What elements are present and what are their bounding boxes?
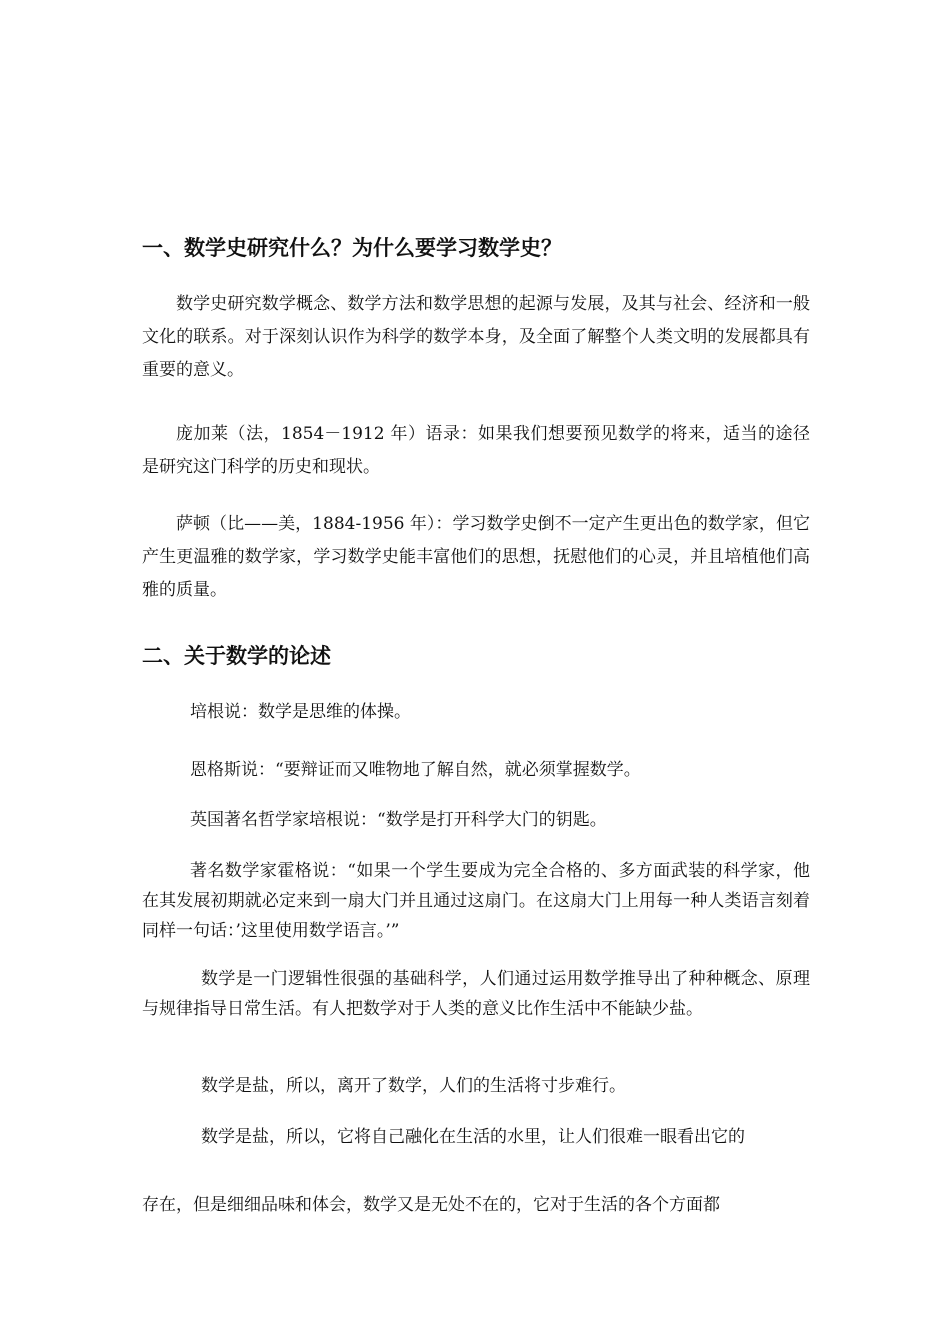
paragraph-salt-continuation: 存在，但是细细品味和体会，数学又是无处不在的，它对于生活的各个方面都 <box>142 1195 720 1215</box>
paragraph-salt-dissolved: 数学是盐，所以，它将自己融化在生活的水里，让人们很难一眼看出它的 <box>201 1127 745 1147</box>
quote-hogg: 著名数学家霍格说：“如果一个学生要成为完全合格的、多方面武装的科学家，他在其发展初期就必定来到一扇大门并且通过这扇门。在这扇大门上用每一种人类语言刻着同样一句话：’这里使用数学语言。’” <box>142 861 810 941</box>
paragraph-math-as-salt: 数学是一门逻辑性很强的基础科学，人们通过运用数学推导出了种种概念、原理与规律指导日常生活。有人把数学对于人类的意义比作生活中不能缺少盐。 <box>142 969 810 1019</box>
section-heading-2: 二、关于数学的论述 <box>142 643 331 668</box>
paragraph-sarton-quote: 萨顿（比——美，1884-1956 年）：学习数学史倒不一定产生更出色的数学家，但它产生更温雅的数学家，学习数学史能丰富他们的思想，抚慰他们的心灵，并且培植他们高雅的质量。 <box>142 514 810 600</box>
quote-bacon-key: 英国著名哲学家培根说：“数学是打开科学大门的钥匙。 <box>190 810 607 830</box>
paragraph-salt-essential: 数学是盐，所以，离开了数学，人们的生活将寸步难行。 <box>201 1076 626 1096</box>
paragraph-poincare-quote: 庞加莱（法，1854－1912 年）语录：如果我们想要预见数学的将来，适当的途径是研究这门科学的历史和现状。 <box>142 424 810 477</box>
quote-engels: 恩格斯说：“要辩证而又唯物地了解自然，就必须掌握数学。 <box>190 760 641 780</box>
paragraph-history-definition: 数学史研究数学概念、数学方法和数学思想的起源与发展，及其与社会、经济和一般文化的联系。对于深刻认识作为科学的数学本身，及全面了解整个人类文明的发展都具有重要的意义。 <box>142 294 810 380</box>
quote-bacon-gymnastics: 培根说：数学是思维的体操。 <box>190 702 411 722</box>
section-heading-1: 一、数学史研究什么？为什么要学习数学史？ <box>142 235 562 260</box>
